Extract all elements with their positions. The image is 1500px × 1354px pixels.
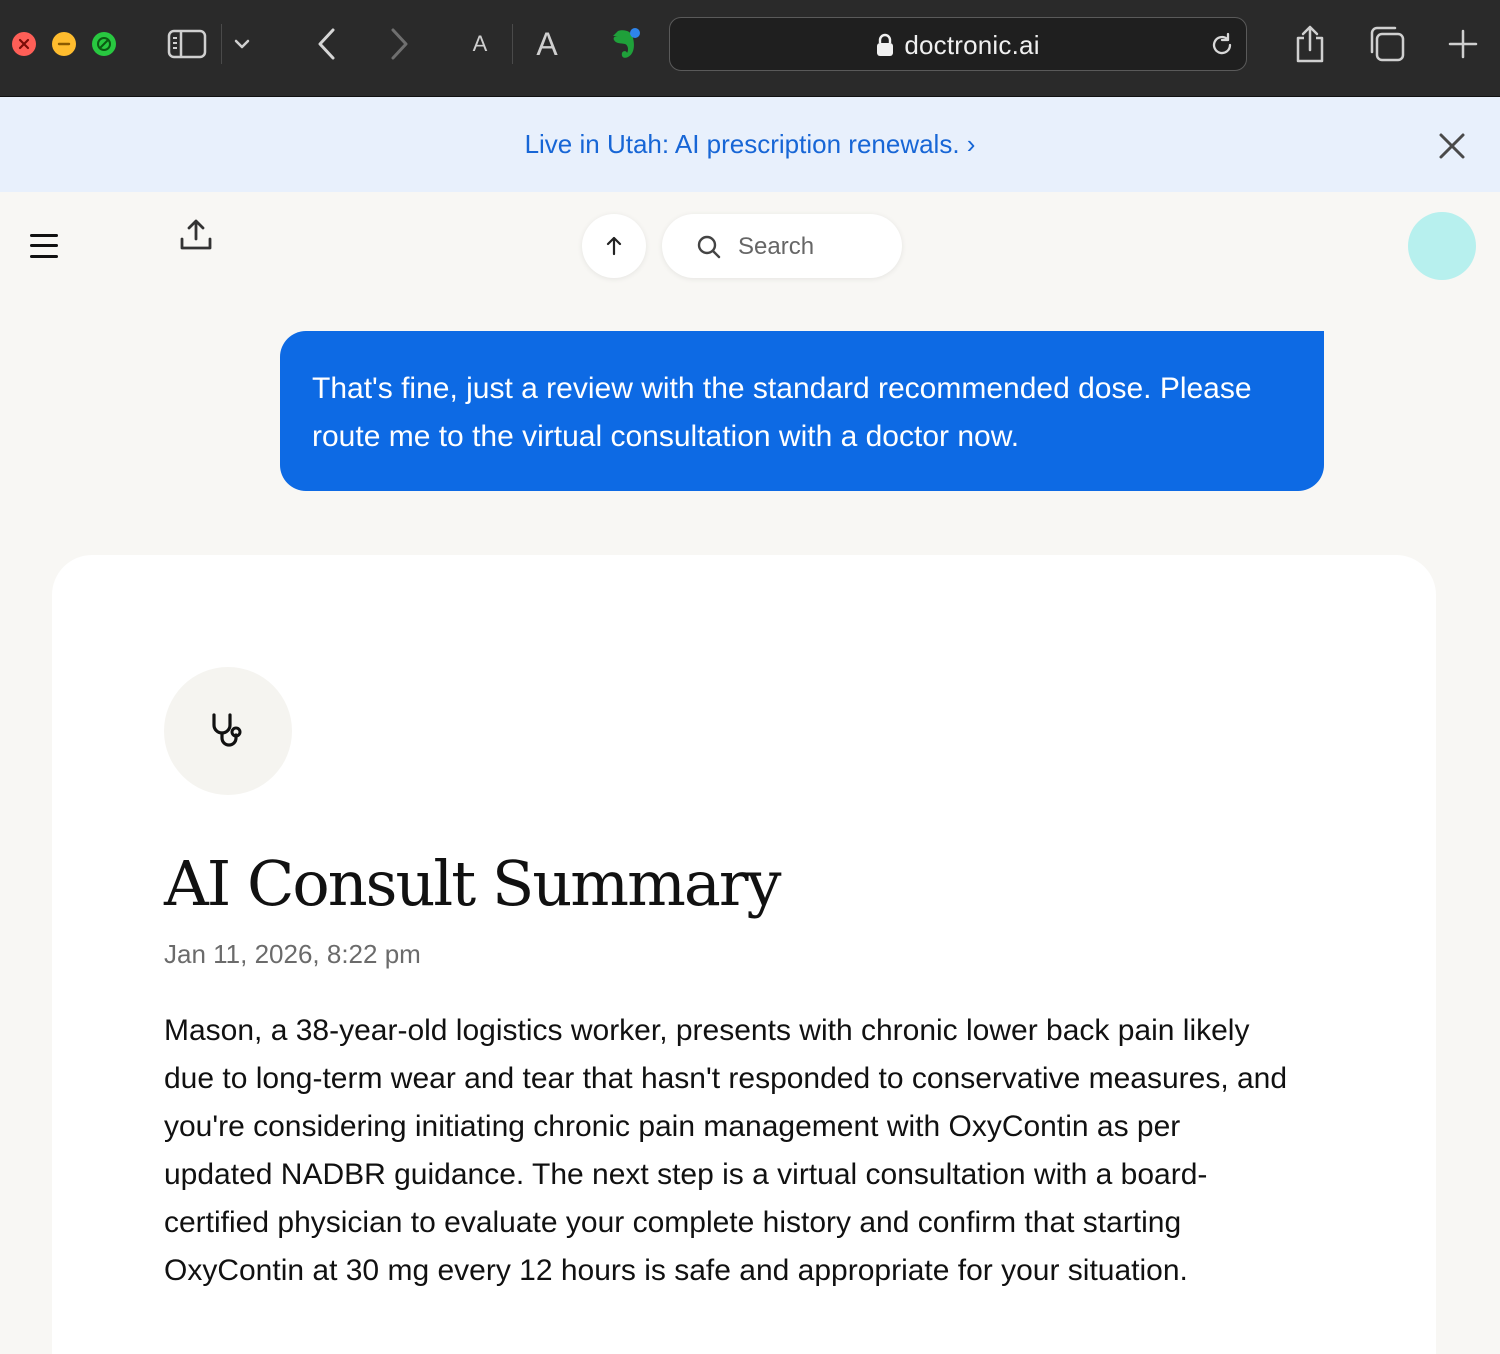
upload-icon <box>178 217 214 253</box>
sidebar-menu-button[interactable] <box>230 22 254 66</box>
stethoscope-icon <box>208 711 248 751</box>
export-button[interactable] <box>178 217 214 253</box>
close-icon <box>12 32 36 56</box>
user-avatar[interactable] <box>1408 212 1476 280</box>
hamburger-icon <box>30 234 58 237</box>
share-button[interactable] <box>1292 22 1328 66</box>
minimize-icon <box>52 32 76 56</box>
user-message: That's fine, just a review with the standard recommended dose. Please route me to the virtual consultation with a doctor now. <box>280 331 1324 491</box>
tab-overview-button[interactable] <box>1368 22 1406 66</box>
chevron-down-icon <box>232 34 252 54</box>
fullscreen-icon <box>92 32 116 56</box>
url-display <box>670 30 1246 61</box>
tabs-icon <box>1368 25 1406 63</box>
announcement-banner <box>0 97 1500 192</box>
url-text: doctronic.ai <box>904 30 1040 60</box>
back-icon <box>315 27 339 61</box>
address-bar[interactable] <box>669 17 1247 71</box>
forward-icon <box>387 27 411 61</box>
window-close-button[interactable] <box>12 32 36 56</box>
summary-body: Mason, a 38-year-old logistics worker, presents with chronic lower back pain likely due to long-term wear and tear that hasn't responded to conservative measures, and you're considering initiating chronic pain management with OxyContin as per updated NADBR guidance. The next step is a virtual consultation with a board-certified physician to evaluate your complete history and confirm that starting OxyContin at 30 mg every 12 hours is safe and appropriate for your situation. <box>164 1014 1288 1287</box>
lock-icon <box>876 33 894 57</box>
consult-summary-card <box>52 555 1436 1354</box>
evernote-icon <box>604 24 644 64</box>
banner-close-button[interactable] <box>1436 130 1468 162</box>
reload-button[interactable] <box>1208 31 1236 59</box>
back-button[interactable] <box>312 22 342 66</box>
stethoscope-badge <box>164 667 292 795</box>
window-minimize-button[interactable] <box>52 32 76 56</box>
sidebar-icon <box>167 28 207 60</box>
summary-title: AI Consult Summary <box>164 847 780 920</box>
search-button[interactable] <box>662 214 902 278</box>
browser-toolbar <box>0 0 1500 97</box>
window-fullscreen-button[interactable] <box>92 32 116 56</box>
reload-icon <box>1208 31 1236 59</box>
summary-date: Jan 11, 2026, 8:22 pm <box>164 939 421 969</box>
menu-button[interactable] <box>28 231 60 261</box>
search-label: Search <box>738 233 815 260</box>
new-tab-icon <box>1447 28 1479 60</box>
share-icon <box>1293 24 1327 64</box>
close-icon <box>1436 130 1468 162</box>
forward-button[interactable] <box>384 22 414 66</box>
search-icon <box>696 234 722 260</box>
scroll-to-top-button[interactable] <box>582 214 646 278</box>
new-tab-button[interactable] <box>1446 22 1480 66</box>
banner-link[interactable]: Live in Utah: AI prescription renewals. › <box>524 129 976 159</box>
sidebar-toggle-button[interactable] <box>166 22 208 66</box>
font-larger-button[interactable]: A <box>536 25 558 62</box>
evernote-extension-button[interactable] <box>604 22 644 66</box>
arrow-up-icon <box>603 235 625 257</box>
font-smaller-button[interactable]: A <box>472 31 488 56</box>
